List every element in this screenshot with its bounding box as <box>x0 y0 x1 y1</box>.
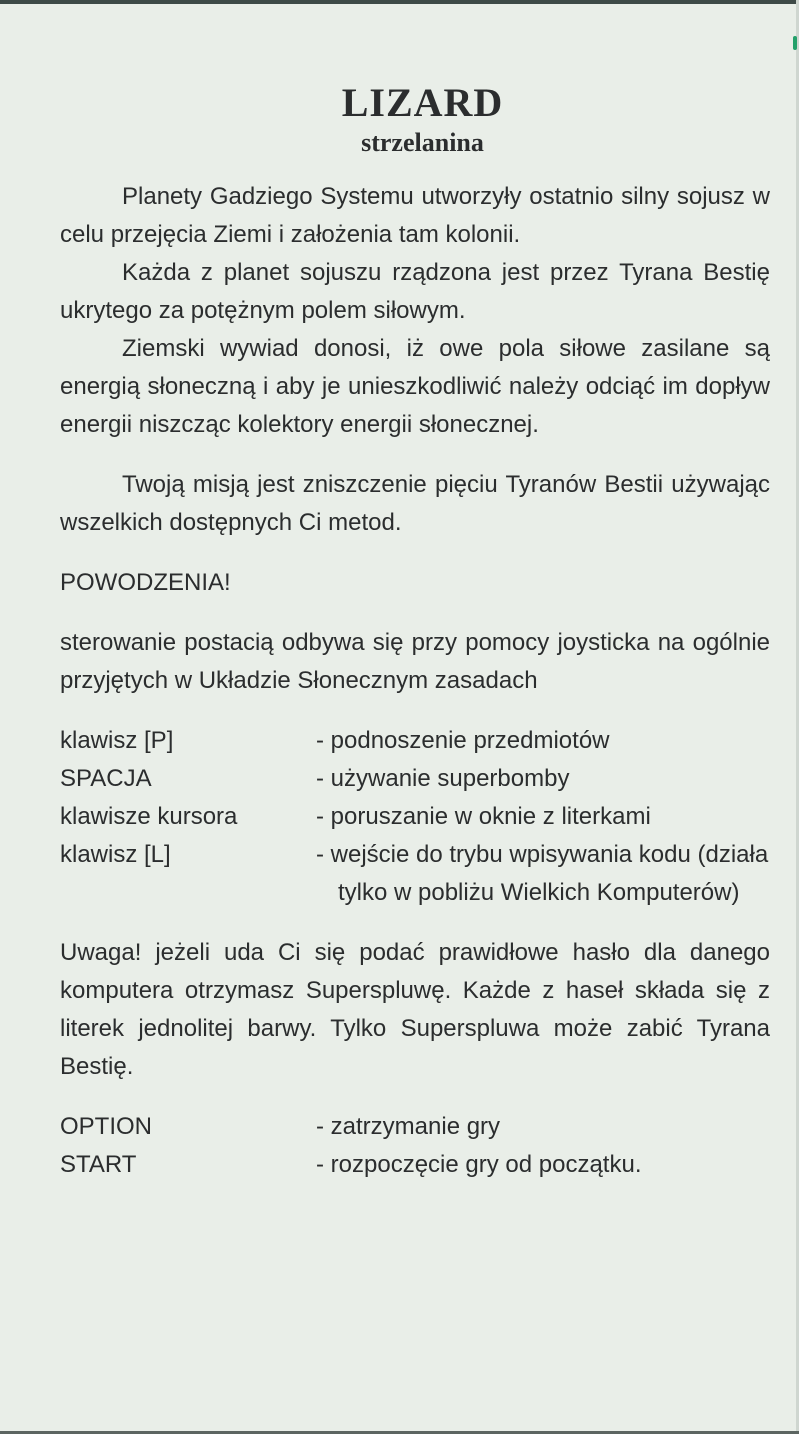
controls-intro: sterowanie postacią odbywa się przy pomocy joysticka na ogólnie przyjętych w Układzie Słonecznym zasadach <box>60 629 770 694</box>
page-title: LIZARD <box>341 80 504 125</box>
key-description: - podnoszenie przedmiotów <box>316 727 610 754</box>
key-name: klawisz [P] <box>60 727 174 754</box>
story-paragraph-3: Ziemski wywiad donosi, iż owe pola siłowe zasilane są energią słoneczną i aby je unieszkodliwić należy odciąć im dopływ energii niszcząc kolektory energii słonecznej. <box>60 335 770 438</box>
key-name: klawisze kursora <box>60 803 238 830</box>
key-description: - zatrzymanie gry <box>316 1113 501 1140</box>
key-description: - używanie superbomby <box>316 765 570 792</box>
story-paragraph-2: Każda z planet sojuszu rządzona jest przez Tyrana Bestię ukrytego za potężnym polem siłowym. <box>60 259 770 324</box>
page-subtitle: strzelanina <box>361 128 484 157</box>
key-name: klawisz [L] <box>60 841 171 868</box>
key-description: - poruszanie w oknie z literkami <box>316 803 651 830</box>
key-bindings-table <box>60 722 770 912</box>
top-edge <box>0 0 799 4</box>
good-luck-text: POWODZENIA! <box>60 569 231 596</box>
key-name: SPACJA <box>60 765 152 792</box>
document-body <box>60 178 770 1184</box>
header <box>0 80 799 158</box>
key-name: START <box>60 1151 137 1178</box>
mission-paragraph: Twoją misją jest zniszczenie pięciu Tyranów Bestii używając wszelkich dostępnych Ci metod. <box>60 471 770 536</box>
warning-paragraph: Uwaga! jeżeli uda Ci się podać prawidłowe hasło dla danego komputera otrzymasz Superspluwę. Każde z haseł składa się z literek jednolitej barwy. Tylko Superspluwa może zabić Tyrana Bestię. <box>60 939 770 1080</box>
color-mark <box>793 36 797 50</box>
options-table <box>60 1108 770 1184</box>
story-paragraph-1: Planety Gadziego Systemu utworzyły ostatnio silny sojusz w celu przejęcia Ziemi i założenia tam kolonii. <box>60 183 770 248</box>
key-name: OPTION <box>60 1113 153 1140</box>
key-description: - rozpoczęcie gry od początku. <box>316 1151 642 1178</box>
key-description: - wejście do trybu wpisywania kodu (działa tylko w pobliżu Wielkich Komputerów) <box>316 841 769 906</box>
